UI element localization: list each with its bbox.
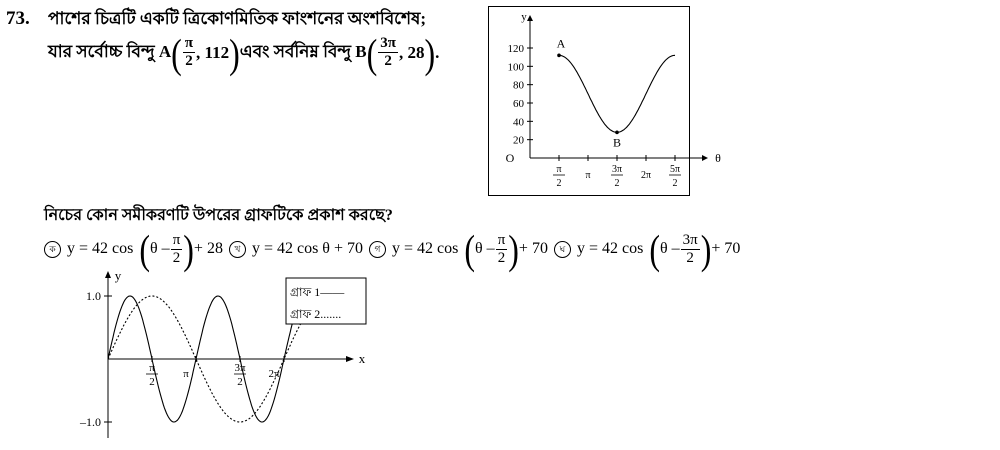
close-paren-b: )	[424, 29, 436, 76]
graph-1-ytick-label: 120	[507, 43, 524, 55]
option-c-close-paren: )	[508, 225, 519, 273]
graph-2-y-arrow	[105, 271, 111, 278]
open-paren-b: (	[366, 29, 378, 76]
line2-mid: এবং সর্বনিম্ন বিন্দু B	[239, 41, 367, 61]
graph-1-point-B	[615, 131, 619, 135]
option-d-fraction	[681, 233, 700, 266]
graph-2-ylabel: y	[114, 268, 122, 283]
graph-1-origin-label: O	[505, 151, 515, 165]
graph-1-ytick-label: 60	[513, 98, 524, 110]
graph-2-xlabel: x	[358, 351, 366, 366]
graph-2-xtick-label-num: 3π	[234, 362, 246, 374]
pointA-fraction	[183, 36, 195, 69]
pointB-num: 3π	[380, 35, 397, 51]
option-d-close-paren: )	[700, 225, 712, 273]
option-c-num: π	[497, 231, 506, 248]
option-b-text: y = 42 cos θ + 70	[251, 240, 363, 257]
graph-2-ytick-label: 1.0	[86, 289, 101, 303]
option-c-fraction	[496, 233, 508, 266]
graph-1-x-arrow	[702, 155, 708, 161]
graph-1-point-A	[557, 54, 561, 58]
graph-1-xtick-label: 2π	[640, 170, 652, 181]
graph-2-xtick-label-den: 2	[237, 376, 243, 388]
graph-1-xtick-label: π	[585, 170, 591, 181]
graph-2	[60, 266, 380, 448]
graph-2-ytick-label: –1.0	[80, 415, 101, 429]
question-line-2	[48, 29, 440, 76]
pointA-den: 2	[185, 53, 193, 69]
option-a-close-paren: )	[183, 225, 194, 273]
question-prompt: নিচের কোন সমীকরণটি উপরের গ্রাফটিকে প্রকাশ করছে?	[44, 207, 393, 224]
graph-1-xtick-label-num: 5π	[669, 164, 681, 175]
option-d-mark[interactable]: ঘ	[554, 241, 571, 258]
option-d-den: 2	[686, 249, 694, 266]
graph-1-y-arrow	[527, 15, 533, 21]
graph-1-xtick-label-den: 2	[556, 178, 562, 189]
question-number: 73.	[6, 8, 30, 29]
graph-1-xlabel: θ	[715, 151, 721, 165]
option-d-num: 3π	[682, 231, 698, 248]
graph-1-xtick-label-num: π	[556, 164, 562, 175]
graph-2-xtick-label-num: π	[149, 362, 155, 374]
option-d-pre: y = 42 cos	[576, 240, 644, 257]
pointA-num: π	[184, 35, 194, 51]
graph-2-legend-item-1: গ্রাফ 1——	[290, 285, 345, 299]
graph-1-ylabel: y	[521, 11, 527, 23]
graph-1-ytick-label: 20	[513, 134, 524, 147]
graph-1-point-label-B: B	[612, 135, 622, 150]
open-paren: (	[171, 29, 182, 76]
option-a-inner: θ –	[150, 240, 170, 257]
pointB-fraction	[378, 36, 398, 69]
graph-2-plot	[79, 268, 366, 438]
option-c-pre: y = 42 cos	[392, 240, 459, 257]
graph-1	[488, 6, 721, 196]
graph-1-point-label-A: A	[556, 36, 566, 51]
option-a-pre: y = 42 cos	[67, 240, 134, 257]
graph-2-x-arrow	[346, 356, 354, 362]
option-d-inner: θ –	[659, 240, 680, 257]
graph-2-xtick-label: π	[183, 368, 189, 380]
option-c-open-paren: (	[464, 225, 476, 273]
option-b-mark[interactable]: খ	[229, 241, 246, 258]
graph-1-ytick-label: 40	[513, 116, 524, 129]
option-d-open-paren: (	[649, 225, 660, 273]
graph-1-xtick-label-den: 2	[614, 178, 620, 189]
option-d-post: + 70	[711, 240, 741, 257]
graph-2-xtick-label-den: 2	[149, 376, 155, 388]
option-a-post: + 28	[193, 240, 223, 257]
option-a-den: 2	[172, 249, 181, 266]
option-a-open-paren: (	[139, 225, 151, 273]
graph-1-curve	[559, 55, 675, 132]
option-a-fraction	[171, 233, 183, 266]
option-a-num: π	[172, 231, 181, 248]
option-c-den: 2	[497, 249, 506, 266]
graph-1-xtick-label-den: 2	[672, 178, 678, 189]
graph-2-xtick-label: 2π	[268, 368, 280, 380]
answer-options	[44, 225, 741, 273]
option-a-mark[interactable]: ক	[44, 241, 61, 258]
pointA-tail: , 112	[196, 42, 230, 62]
option-c-inner: θ –	[475, 240, 495, 257]
graph-1-xtick-label-num: 3π	[611, 164, 623, 175]
graph-1-ytick-label: 80	[513, 79, 524, 92]
pointB-tail: , 28	[399, 42, 425, 62]
pointB-den: 2	[384, 53, 392, 69]
graph-2-legend-item-2: গ্রাফ 2.......	[290, 307, 342, 321]
graph-1-ytick-label: 100	[507, 61, 524, 74]
question-line-1: পাশের চিত্রটি একটি ত্রিকোণমিতিক ফাংশনের অংশবিশেষ;	[48, 9, 427, 28]
option-c-post: + 70	[518, 240, 548, 257]
line2-end: .	[435, 42, 440, 62]
option-c-mark[interactable]: গ	[369, 241, 386, 258]
graph-1-plot	[506, 11, 721, 189]
close-paren: )	[229, 29, 240, 76]
line2-prefix: যার সর্বোচ্চ বিন্দু A	[48, 41, 172, 61]
